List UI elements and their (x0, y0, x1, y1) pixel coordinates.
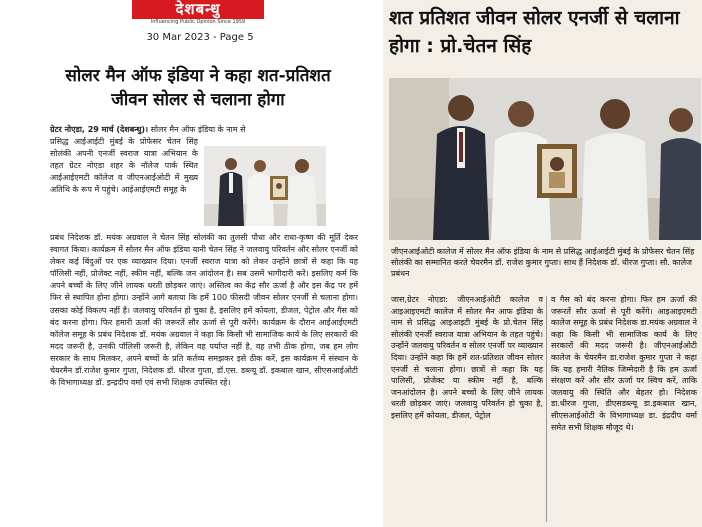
column-divider (546, 296, 547, 522)
print-column-1: जास,ग्रेटर नोएडा: जीएनआईओटी कालेज व आइआइएमटी कालेज में सोलर मैन आफ इंडिया के नाम से प्रसिद्ध आइआइटी मुंबई के प्रो.चेतन सिंह सोलंकी एनर्जी स्वराज यात्रा अभियान के तहत पहुंचे। उन्होंने जलवायु परिवर्तन व सोलर एनर्जी पर व्याख्यान दिया। उन्होंने कहा कि हमें शत-प्रतिशत जीवन सोलर एनर्जी से चलाना होगा। छात्रों से कहा कि यह पालिसी, प्रोजेक्ट या स्कीम नहीं है, बल्कि जनआंदोलन है। अपने बच्चों के लिए जीने लायक धरती छोड़कर जाएं। जलवायु परिवर्तन हो चुका है, इसलिए हमें कोयला, डीजल, पेट्रोल (391, 295, 543, 420)
masthead-tagline: Influencing Public Opinion Since 1959 (150, 19, 246, 25)
masthead (132, 0, 264, 28)
date-page-label: 30 Mar 2023 - Page 5 (146, 32, 254, 43)
felicitation-photo-icon (389, 78, 701, 240)
article-lead: सोलर मैन ऑफ इंडिया के नाम से (150, 125, 246, 134)
article-dateline: ग्रेटर नोएडा, 29 मार्च (देशबन्धु)। (50, 125, 149, 134)
article-column-text: प्रसिद्ध आईआईटी मुंबई के प्रोफेसर चेतन सिंह सोलंकी अपनी एनर्जी स्वराज यात्रा अभियान के तहत ग्रेटर नोएडा शहर के नॉलेज पार्क स्थित आईआईएमटी कॉलेज व जीएनआईओटी में मुख्य अतिथि के रूप में पहुंचे। आईआईएमटी समूह के (50, 137, 198, 194)
print-photo-caption: जीएनआईओटी कालेज में सोलर मैन ऑफ इंडिया के नाम से प्रसिद्ध आईआईटी मुंबई के प्रोफेसर चेतन सिंह सोलंकी का सम्मानित करते चेयरमैन डॉ. राजेश कुमार गुप्ता। साथ हैं निदेशक डॉ. धीरज गुप्ता। सौ. कालेज प्रबंधन (391, 247, 695, 278)
article-headline: सोलर मैन ऑफ इंडिया ने कहा शत-प्रतिशत जीवन सोलर से चलाना होगा (65, 66, 331, 110)
article-lead-line (50, 124, 358, 136)
newspaper-logo: देशबन्धु (132, 0, 264, 19)
print-column-2: व गैस को बंद करना होगा। फिर हम ऊर्जा की जरूरतें सौर ऊर्जा से पूरी करेंगे। आइआइएमटी कालेज समूह के प्रबंध निदेशक डा.मयंक अग्रवाल ने कहा कि किसी भी सामाजिक कार्य के लिए सरकारों की मदद जरूरी है। जीएनआईओटी कालेज के चेयरमैन डा.राजेश कुमार गुप्ता ने कहा कि यह हमारी नैतिक जिम्मेदारी है कि हम ऊर्जा संरक्षण करें और सौर ऊर्जा पर स्विच करें, ताकि जलवायु की स्थिति और बेहतर हो। निदेशक डा.धीरज गुप्ता, डीएसडब्ल्यू डा.इकबाल खान, सीएसआईओटी के विभागाध्यक्ष डा. इंद्रदीप वर्मा समेत सभी शिक्षक मौजूद थे। (551, 295, 697, 432)
event-photo-icon (204, 146, 326, 226)
print-clipping (383, 0, 702, 527)
article-photo (204, 146, 326, 226)
article-body: प्रबंध निदेशक डॉ. मयंक अग्रवाल ने चेतन सिंह सोलंकी का तुलसी पौधा और राधा-कृष्ण की मूर्ति देकर स्वागत किया। कार्यक्रम में सोलर मैन ऑफ इंडिया यानी चेतन सिंह ने जलवायु परिवर्तन और सोलर एनर्जी को लेकर कई बिंदुओं पर एक व्याख्यान दिया। एनर्जी स्वराज यात्रा को लेकर उन्होंने छात्रों से कहा कि यह पॉलिसी नहीं, प्रोजेक्ट नहीं, स्कीम नहीं, बल्कि जन आंदोलन है। सब उसमें भागीदारी करें। इसलिए कर्म कि अपने बच्चों के लिए जीने लायक धरती छोड़कर जाएं। अस्तित्व का केंद्र सौर ऊर्जा है और इस केंद्र पर हमें फिर से स्थापित होना होगा। उन्होंने आगे बताया कि हमें 100 फीसदी जीवन सोलर एनर्जी से चलाना होगा। उसका कोई विकल्प नहीं है। जलवायु परिवर्तन हो चुका है, इसलिए हमें कोयला, डीजल, पेट्रोल और गैस को बंद करना होगा। फिर हमारी ऊर्जा की जरूरतें सौर ऊर्जा से पूरी करेंगे। कार्यक्रम के दौरान आईआईएमटी कॉलेज समूह के प्रबंध निदेशक डॉ. मयंक अग्रवाल ने कहा कि किसी भी सामाजिक कार्य के लिए सरकारों की मदद जरूरी है, उनकी पॉलिसी जरूरी है, लेकिन वह पर्याप्त नहीं है, वह तभी ठीक होगा, जब हम लोग सरकार के साथ मिलकर, अपने बच्चों के प्रति कर्तव्य समझकर इसे ठीक करें, इस कार्यक्रम में संस्थान के चेयरमैन डॉ.राजेश कुमार गुप्ता, निदेशक डॉ. धीरज गुप्ता, डॉ.एस. डब्ल्यू डॉ. इकबाल खान, सीएसआईओटी के विभागाध्यक्ष डॉ. इन्द्रदीप वर्मा एवं सभी शिक्षक उपस्थित रहे। (50, 233, 358, 388)
print-photo (389, 78, 701, 240)
print-headline: शत प्रतिशत जीवन सोलर एनर्जी से चलाना होगा : प्रो.चेतन सिंह (389, 7, 680, 57)
